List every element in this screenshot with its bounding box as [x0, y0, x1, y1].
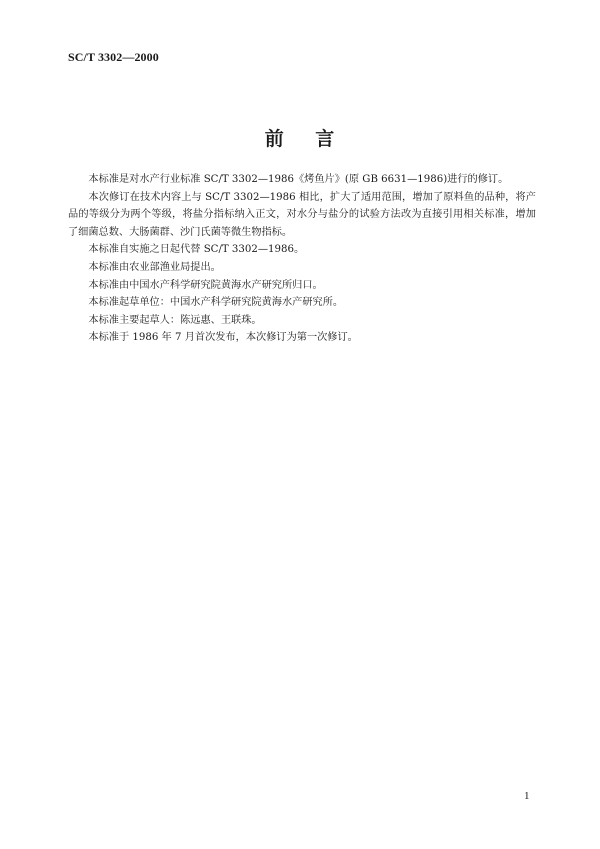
paragraph-replacement: 本标准自实施之日起代替 SC/T 3302—1986。 — [88, 244, 305, 256]
paragraph-revision-basis: 本标准是对水产行业标准 SC/T 3302—1986《烤鱼片》(原 GB 6631—1986)进行的修订。 — [88, 174, 509, 185]
paragraph-history: 本标准于 1986 年 7 月首次发布，本次修订为第一次修订。 — [88, 332, 358, 344]
paragraph-drafting-unit: 本标准起草单位：中国水产科学研究院黄海水产研究所。 — [88, 297, 344, 309]
page-number: 1 — [524, 790, 530, 802]
paragraph-administrator: 本标准由中国水产科学研究院黄海水产研究所归口。 — [88, 279, 323, 291]
paragraph-drafters: 本标准主要起草人：陈远惠、王联珠。 — [88, 314, 262, 326]
standard-code: SC/T 3302—2000 — [68, 50, 159, 64]
paragraph-revision-changes: 本次修订在技术内容上与 SC/T 3302—1986 相比，扩大了适用范围，增加了原料鱼的品种，将产品的等级分为两个等级，将盐分指标纳入正文，对水分与盐分的试验方法改为直接引用相关标准，增加了细菌总数、大肠菌群、沙门氏菌等微生物指标。 — [68, 191, 536, 238]
paragraph-proposer: 本标准由农业部渔业局提出。 — [88, 261, 221, 273]
foreword-body — [68, 171, 536, 347]
page-title: 前 言 — [264, 128, 336, 150]
